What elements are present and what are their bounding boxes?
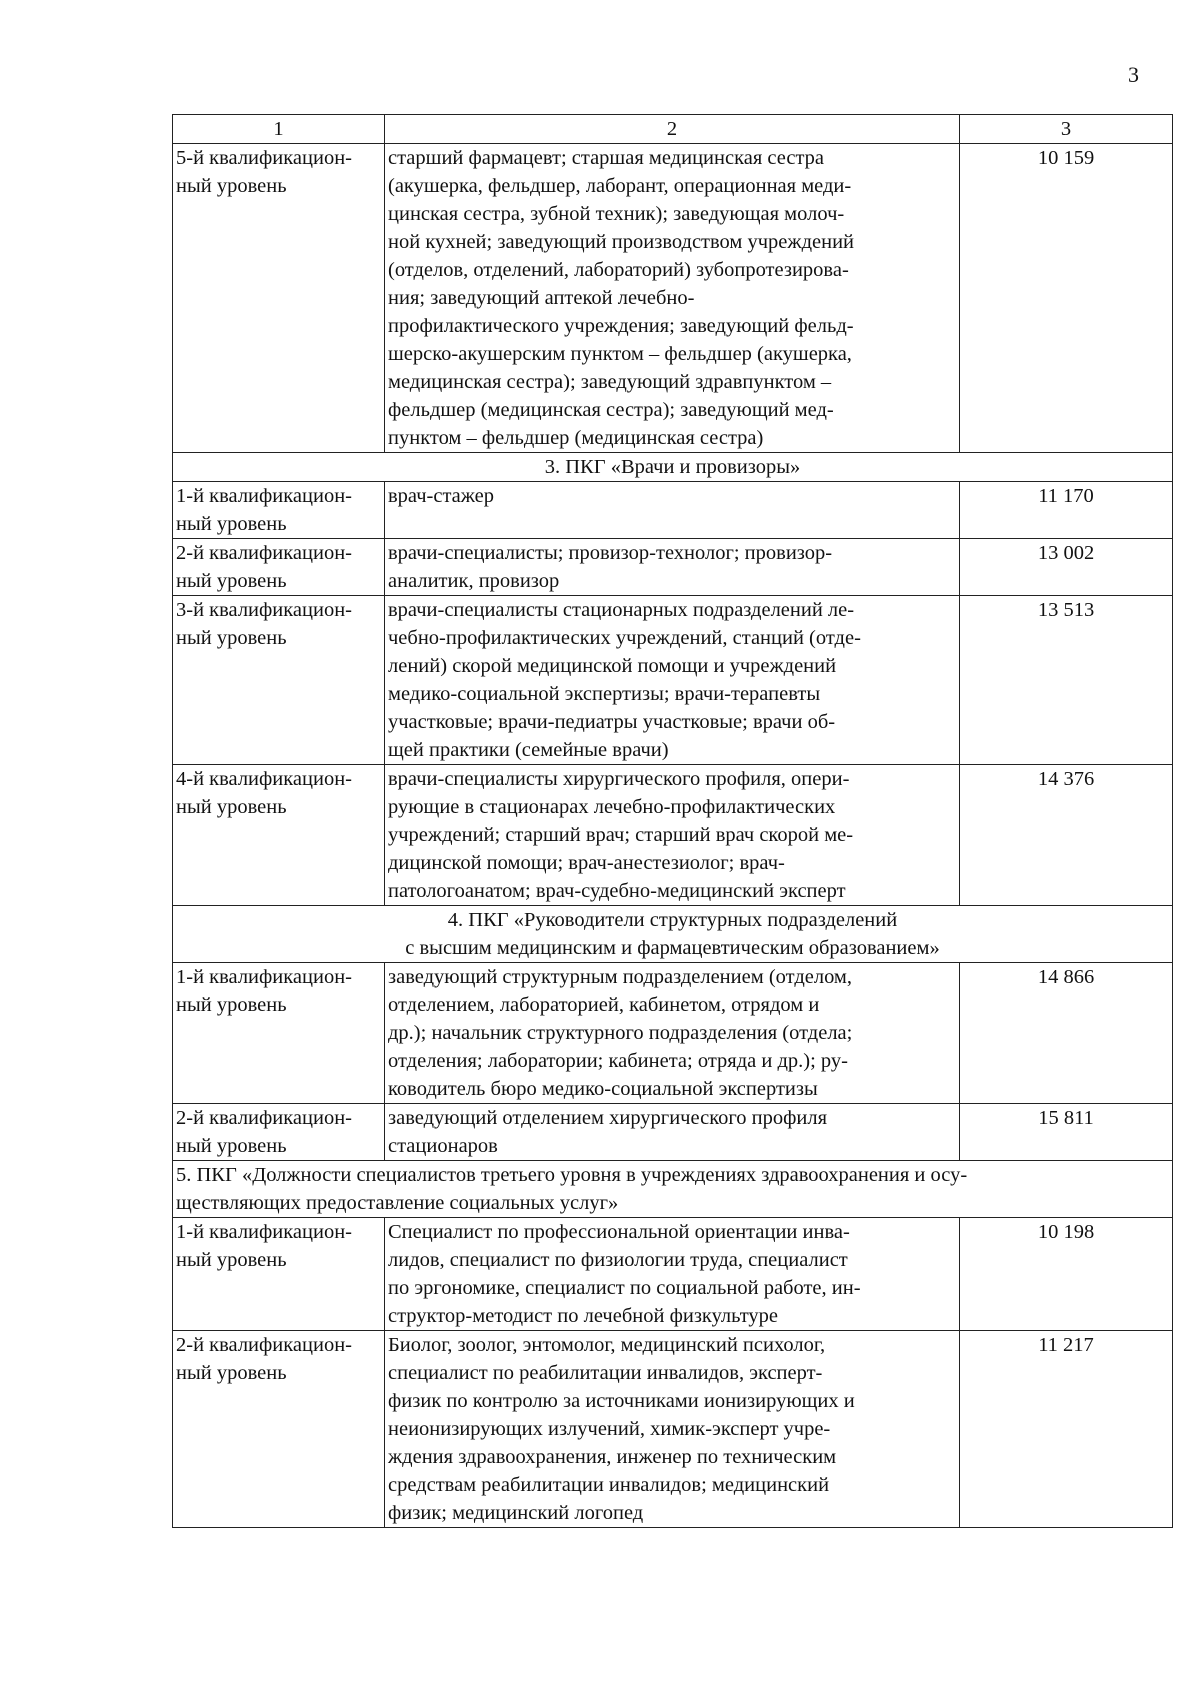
- qualification-level: 4-й квалификацион- ный уровень: [173, 765, 385, 906]
- table-row: [173, 596, 1173, 765]
- header-row: [173, 115, 1173, 144]
- position-list: заведующий отделением хирургического профиля стационаров: [385, 1104, 960, 1161]
- group-title-line: с высшим медицинским и фармацевтическим образованием»: [405, 937, 940, 959]
- position-list: Специалист по профессиональной ориентации инва- лидов, специалист по физиологии труда, специалист по эргономике, специалист по социальной работе, ин- структор-методист по лечебной физкультуре: [385, 1218, 960, 1331]
- salary-value: 11 170: [960, 482, 1173, 539]
- table-row: [173, 765, 1173, 906]
- group-header-row: [173, 453, 1173, 482]
- qualification-level: 1-й квалификацион- ный уровень: [173, 963, 385, 1104]
- table-row: [173, 963, 1173, 1104]
- qualification-level: 2-й квалификацион- ный уровень: [173, 539, 385, 596]
- qualification-level: 3-й квалификацион- ный уровень: [173, 596, 385, 765]
- group-title: 3. ПКГ «Врачи и провизоры»: [173, 453, 1173, 482]
- salary-value: 14 866: [960, 963, 1173, 1104]
- salary-value: 11 217: [960, 1331, 1173, 1528]
- table-row: [173, 1331, 1173, 1528]
- header-col-3: 3: [960, 115, 1173, 144]
- position-list: врачи-специалисты; провизор-технолог; провизор- аналитик, провизор: [385, 539, 960, 596]
- position-list: Биолог, зоолог, энтомолог, медицинский психолог, специалист по реабилитации инвалидов, эксперт- физик по контролю за источниками ионизирующих и неионизирующих излучений, химик-эксперт учре- ждения здравоохранения, инженер по техническим средствам реабилитации инвалидов; медицинский физик; медицинский логопед: [385, 1331, 960, 1528]
- group-title-line: ществляющих предоставление социальных услуг»: [176, 1192, 619, 1214]
- salary-value: 14 376: [960, 765, 1173, 906]
- qualification-level: 1-й квалификацион- ный уровень: [173, 1218, 385, 1331]
- page-number: 3: [1128, 62, 1139, 87]
- group-title: [173, 1161, 1173, 1218]
- group-header-row: [173, 1161, 1173, 1218]
- position-list: старший фармацевт; старшая медицинская сестра (акушерка, фельдшер, лаборант, операционная меди- цинская сестра, зубной техник); заведующая молоч- ной кухней; заведующий производством учреждений (отделов, отделений, лабораторий) зубопротезирова- ния; заведующий аптекой лечебно- профилактического учреждения; заведующий фельд- шерско-акушерским пунктом – фельдшер (акушерка, медицинская сестра); заведующий здравпунктом – фельдшер (медицинская сестра); заведующий мед- пунктом – фельдшер (медицинская сестра): [385, 144, 960, 453]
- salary-value: 13 002: [960, 539, 1173, 596]
- position-list: врач-стажер: [385, 482, 960, 539]
- qualification-level: 2-й квалификацион- ный уровень: [173, 1104, 385, 1161]
- salary-value: 15 811: [960, 1104, 1173, 1161]
- salary-value: 10 198: [960, 1218, 1173, 1331]
- position-list: врачи-специалисты хирургического профиля, опери- рующие в стационарах лечебно-профилактических учреждений; старший врач; старший врач скорой ме- дицинской помощи; врач-анестезиолог; врач- патологоанатом; врач-судебно-медицинский эксперт: [385, 765, 960, 906]
- qualification-level: 5-й квалификацион- ный уровень: [173, 144, 385, 453]
- position-list: заведующий структурным подразделением (отделом, отделением, лабораторией, кабинетом, отрядом и др.); начальник структурного подразделения (отдела; отделения; лаборатории; кабинета; отряда и др.); ру- ководитель бюро медико-социальной экспертизы: [385, 963, 960, 1104]
- group-title-line: 5. ПКГ «Должности специалистов третьего уровня в учреждениях здравоохранения и осу-: [176, 1164, 968, 1186]
- table-row: [173, 144, 1173, 453]
- group-header-row: [173, 906, 1173, 963]
- qualification-level: 1-й квалификацион- ный уровень: [173, 482, 385, 539]
- group-title: [173, 906, 1173, 963]
- position-list: врачи-специалисты стационарных подразделений ле- чебно-профилактических учреждений, станций (отде- лений) скорой медицинской помощи и учреждений медико-социальной экспертизы; врачи-терапевты участковые; врачи-педиатры участковые; врачи об- щей практики (семейные врачи): [385, 596, 960, 765]
- table-row: [173, 482, 1173, 539]
- salary-value: 13 513: [960, 596, 1173, 765]
- table-row: [173, 1218, 1173, 1331]
- group-title-line: 4. ПКГ «Руководители структурных подразделений: [447, 909, 898, 931]
- qualification-level: 2-й квалификацион- ный уровень: [173, 1331, 385, 1528]
- salary-value: 10 159: [960, 144, 1173, 453]
- table-row: [173, 1104, 1173, 1161]
- salary-table: [172, 114, 1173, 1528]
- header-col-2: 2: [385, 115, 960, 144]
- header-col-1: 1: [173, 115, 385, 144]
- table-row: [173, 539, 1173, 596]
